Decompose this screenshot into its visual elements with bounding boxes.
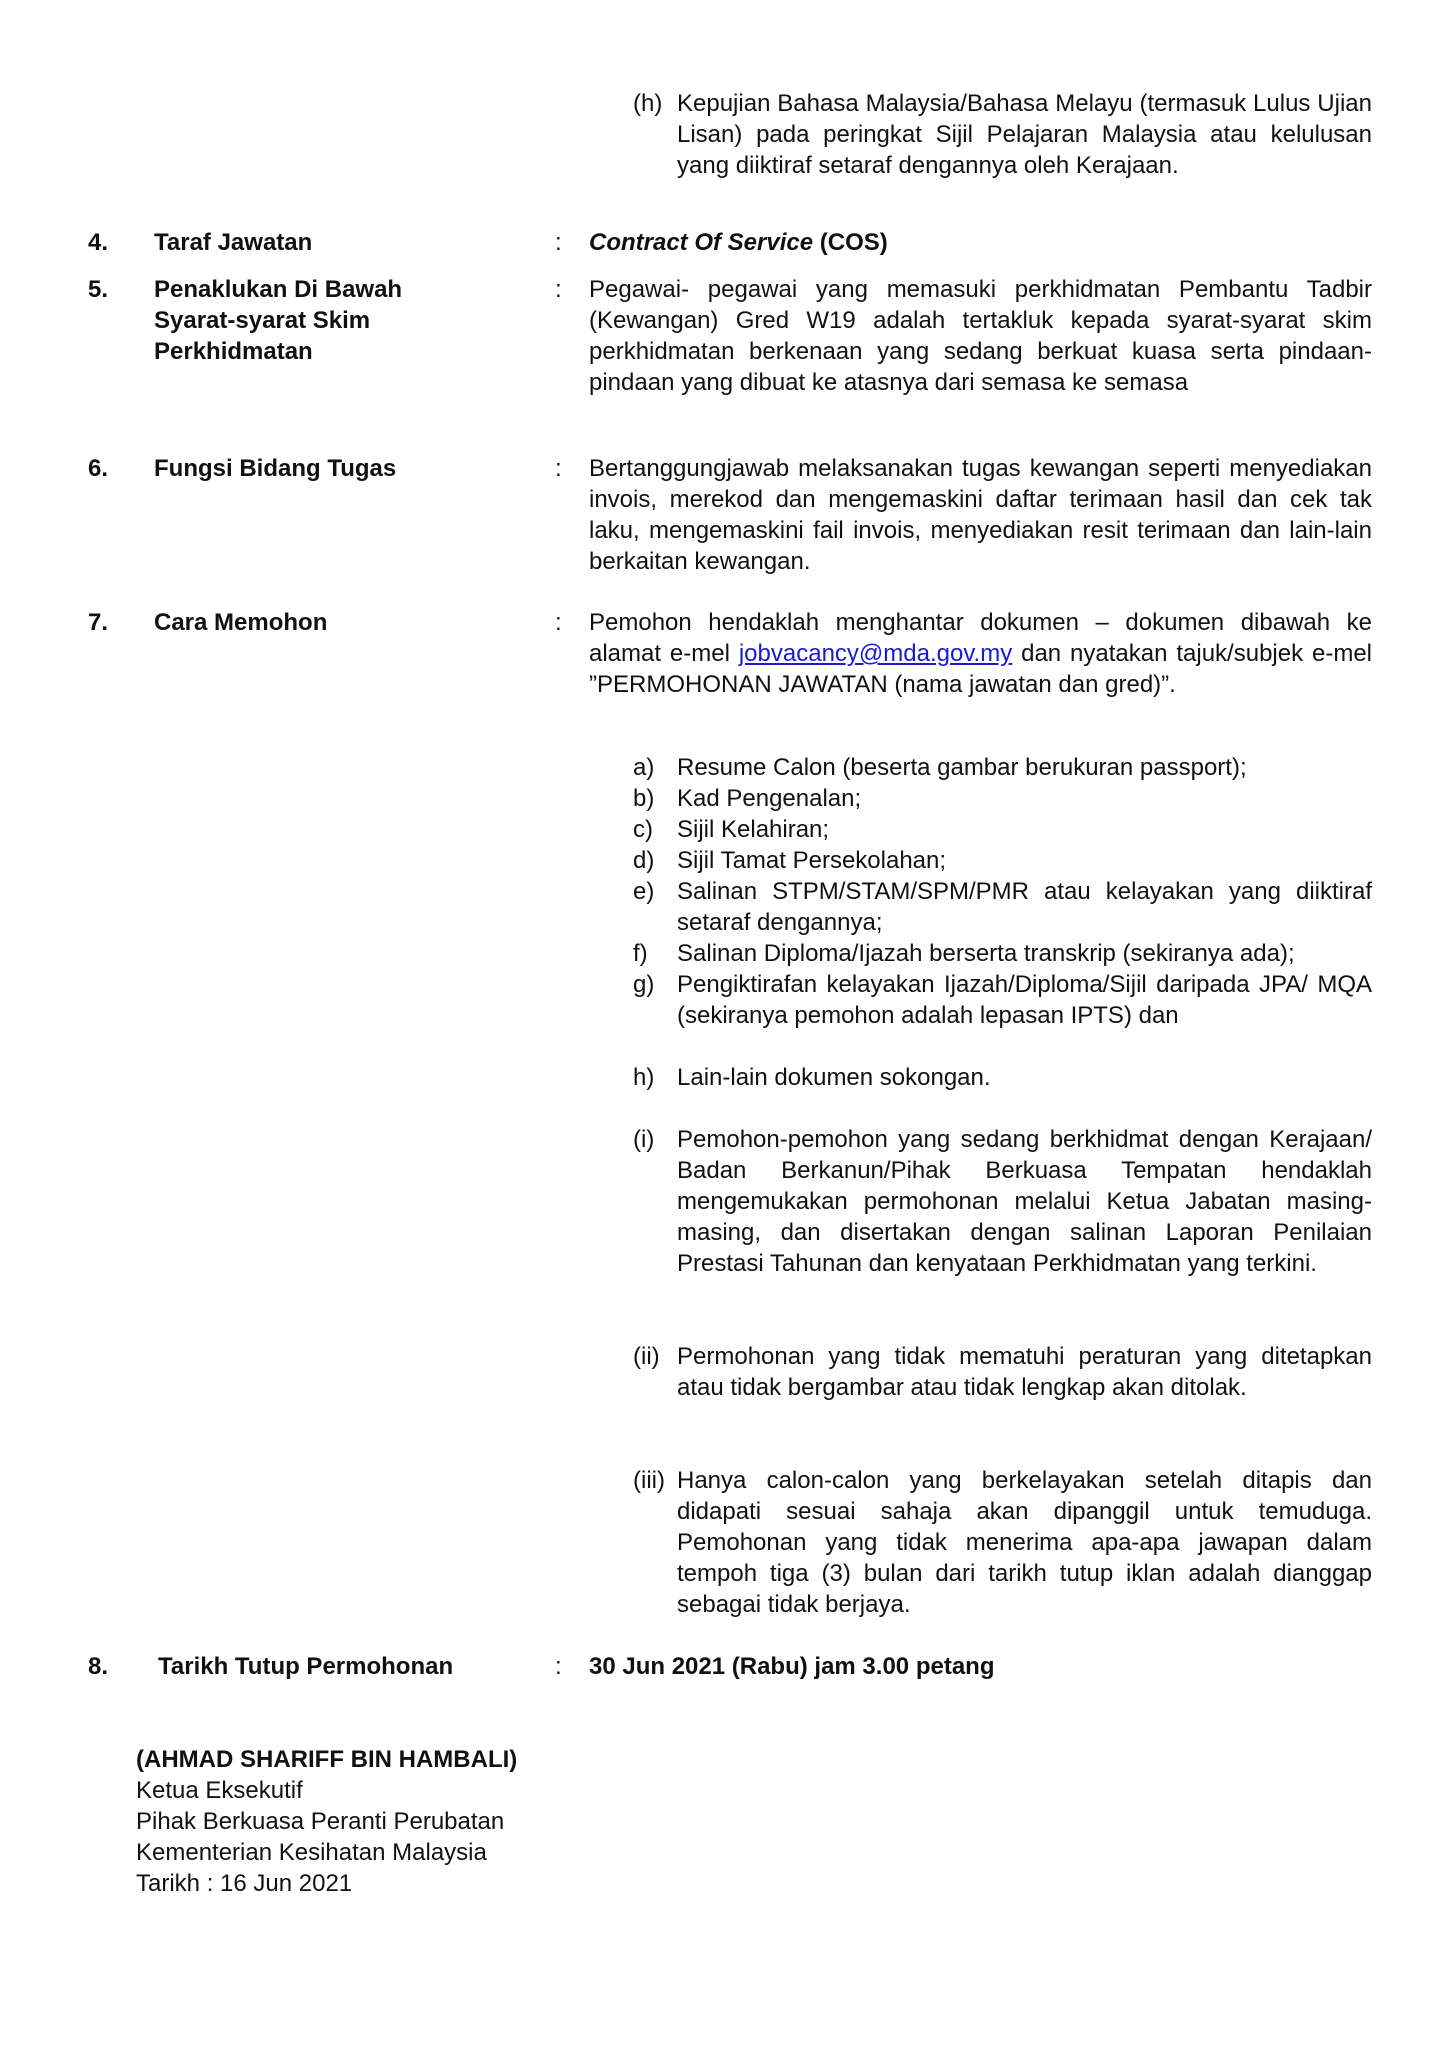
section-value-taraf-jawatan (589, 227, 1372, 258)
colon: : (555, 1653, 562, 1680)
section-number: 6. (88, 455, 109, 482)
section-number: 4. (88, 229, 109, 256)
list-marker: b) (633, 785, 655, 812)
list-item (633, 783, 1372, 814)
list-text: Kepujian Bahasa Malaysia/Bahasa Melayu (termasuk Lulus Ujian Lisan) pada peringkat Sijil Pelajaran Malaysia atau kelulusan yang diiktiraf setaraf dengannya oleh Kerajaan. (677, 90, 1372, 179)
list-text: Resume Calon (beserta gambar berukuran passport); (677, 754, 1247, 781)
list-marker: c) (633, 816, 653, 843)
signatory-name: (AHMAD SHARIFF BIN HAMBALI) (136, 1746, 518, 1773)
closing-date: 30 Jun 2021 (Rabu) jam 3.00 petang (589, 1653, 995, 1680)
list-text: Sijil Tamat Persekolahan; (677, 847, 947, 874)
list-marker: d) (633, 847, 655, 874)
list-text: Salinan STPM/STAM/SPM/PMR atau kelayakan yang diiktiraf setaraf dengannya; (677, 878, 1372, 936)
signature-date: Tarikh : 16 Jun 2021 (136, 1870, 353, 1897)
qualification-item-h (633, 88, 1372, 181)
list-marker: (ii) (633, 1343, 660, 1370)
list-text: Permohonan yang tidak mematuhi peraturan yang ditetapkan atau tidak bergambar atau tidak lengkap akan ditolak. (677, 1343, 1372, 1401)
list-text: Sijil Kelahiran; (677, 816, 830, 843)
instruction-text: Pemohon hendaklah menghantar dokumen – dokumen dibawah ke alamat e-mel (589, 609, 1372, 667)
note-item (633, 1341, 1372, 1403)
list-marker: g) (633, 971, 655, 998)
list-text: Lain-lain dokumen sokongan. (677, 1064, 991, 1091)
section-value-fungsi: Bertanggungjawab melaksanakan tugas kewangan seperti menyediakan invois, merekod dan mengemaskini daftar terimaan hasil dan cek tak laku, mengemaskini fail invois, menyediakan resit terimaan dan lain-lain berkaitan kewangan. (589, 455, 1372, 575)
section-number: 8. (88, 1653, 109, 1680)
list-item (633, 814, 1372, 845)
list-item (633, 845, 1372, 876)
list-text: Pemohon-pemohon yang sedang berkhidmat dengan Kerajaan/ Badan Berkanun/Pihak Berkuasa Tempatan hendaklah mengemukakan permohonan melalui Ketua Jabatan masing-masing, dan disertakan dengan salinan Laporan Penilaian Prestasi Tahunan dan kenyataan Perkhidmatan yang terkini. (677, 1126, 1372, 1277)
section-label-tarikh-tutup: Tarikh Tutup Permohonan (158, 1653, 454, 1680)
signatory-ministry: Kementerian Kesihatan Malaysia (136, 1839, 487, 1866)
contract-type: Contract Of Service (589, 229, 814, 256)
list-item (633, 752, 1372, 783)
list-marker: (i) (633, 1126, 655, 1153)
list-marker: f) (633, 940, 648, 967)
list-item (633, 876, 1372, 938)
section-label-penaklukan: Penaklukan Di Bawah Syarat-syarat Skim Perkhidmatan (154, 276, 403, 365)
colon: : (555, 276, 562, 303)
list-text: Hanya calon-calon yang berkelayakan setelah ditapis dan didapati sesuai sahaja akan dipanggil untuk temuduga. Pemohonan yang tidak menerima apa-apa jawapan dalam tempoh tiga (3) bulan dari tarikh tutup iklan adalah dianggap sebagai tidak berjaya. (677, 1467, 1372, 1618)
list-item (633, 969, 1372, 1031)
list-marker: a) (633, 754, 655, 781)
signatory-org: Pihak Berkuasa Peranti Perubatan (136, 1808, 505, 1835)
colon: : (555, 455, 562, 482)
section-label-cara-memohon: Cara Memohon (154, 609, 328, 636)
list-text: Kad Pengenalan; (677, 785, 862, 812)
instruction-text: dan nyatakan tajuk/subjek e-mel ”PERMOHONAN JAWATAN (nama jawatan dan gred)”. (589, 640, 1372, 698)
list-text: Salinan Diploma/Ijazah berserta transkrip (sekiranya ada); (677, 940, 1295, 967)
section-label-taraf-jawatan: Taraf Jawatan (154, 229, 313, 256)
email-link[interactable]: jobvacancy@mda.gov.my (738, 640, 1013, 667)
list-item (633, 1062, 1372, 1093)
section-number: 5. (88, 276, 109, 303)
contract-abbr: (COS) (813, 229, 888, 256)
section-value-cara-memohon (589, 607, 1372, 700)
list-marker: (iii) (633, 1467, 665, 1494)
list-marker: h) (633, 1064, 655, 1091)
list-marker: (h) (633, 90, 663, 117)
list-marker: e) (633, 878, 655, 905)
note-item (633, 1465, 1372, 1620)
section-label-fungsi: Fungsi Bidang Tugas (154, 455, 397, 482)
section-value-penaklukan: Pegawai- pegawai yang memasuki perkhidmatan Pembantu Tadbir (Kewangan) Gred W19 adalah tertakluk kepada syarat-syarat skim perkhidmatan berkenaan yang sedang berkuat kuasa serta pindaan-pindaan yang dibuat ke atasnya dari semasa ke semasa (589, 276, 1372, 396)
list-text: Pengiktirafan kelayakan Ijazah/Diploma/Sijil daripada JPA/ MQA (sekiranya pemohon adalah lepasan IPTS) dan (677, 971, 1372, 1029)
colon: : (555, 609, 562, 636)
signatory-title: Ketua Eksekutif (136, 1777, 303, 1804)
section-number: 7. (88, 609, 109, 636)
note-item (633, 1124, 1372, 1279)
list-item (633, 938, 1372, 969)
colon: : (555, 229, 562, 256)
